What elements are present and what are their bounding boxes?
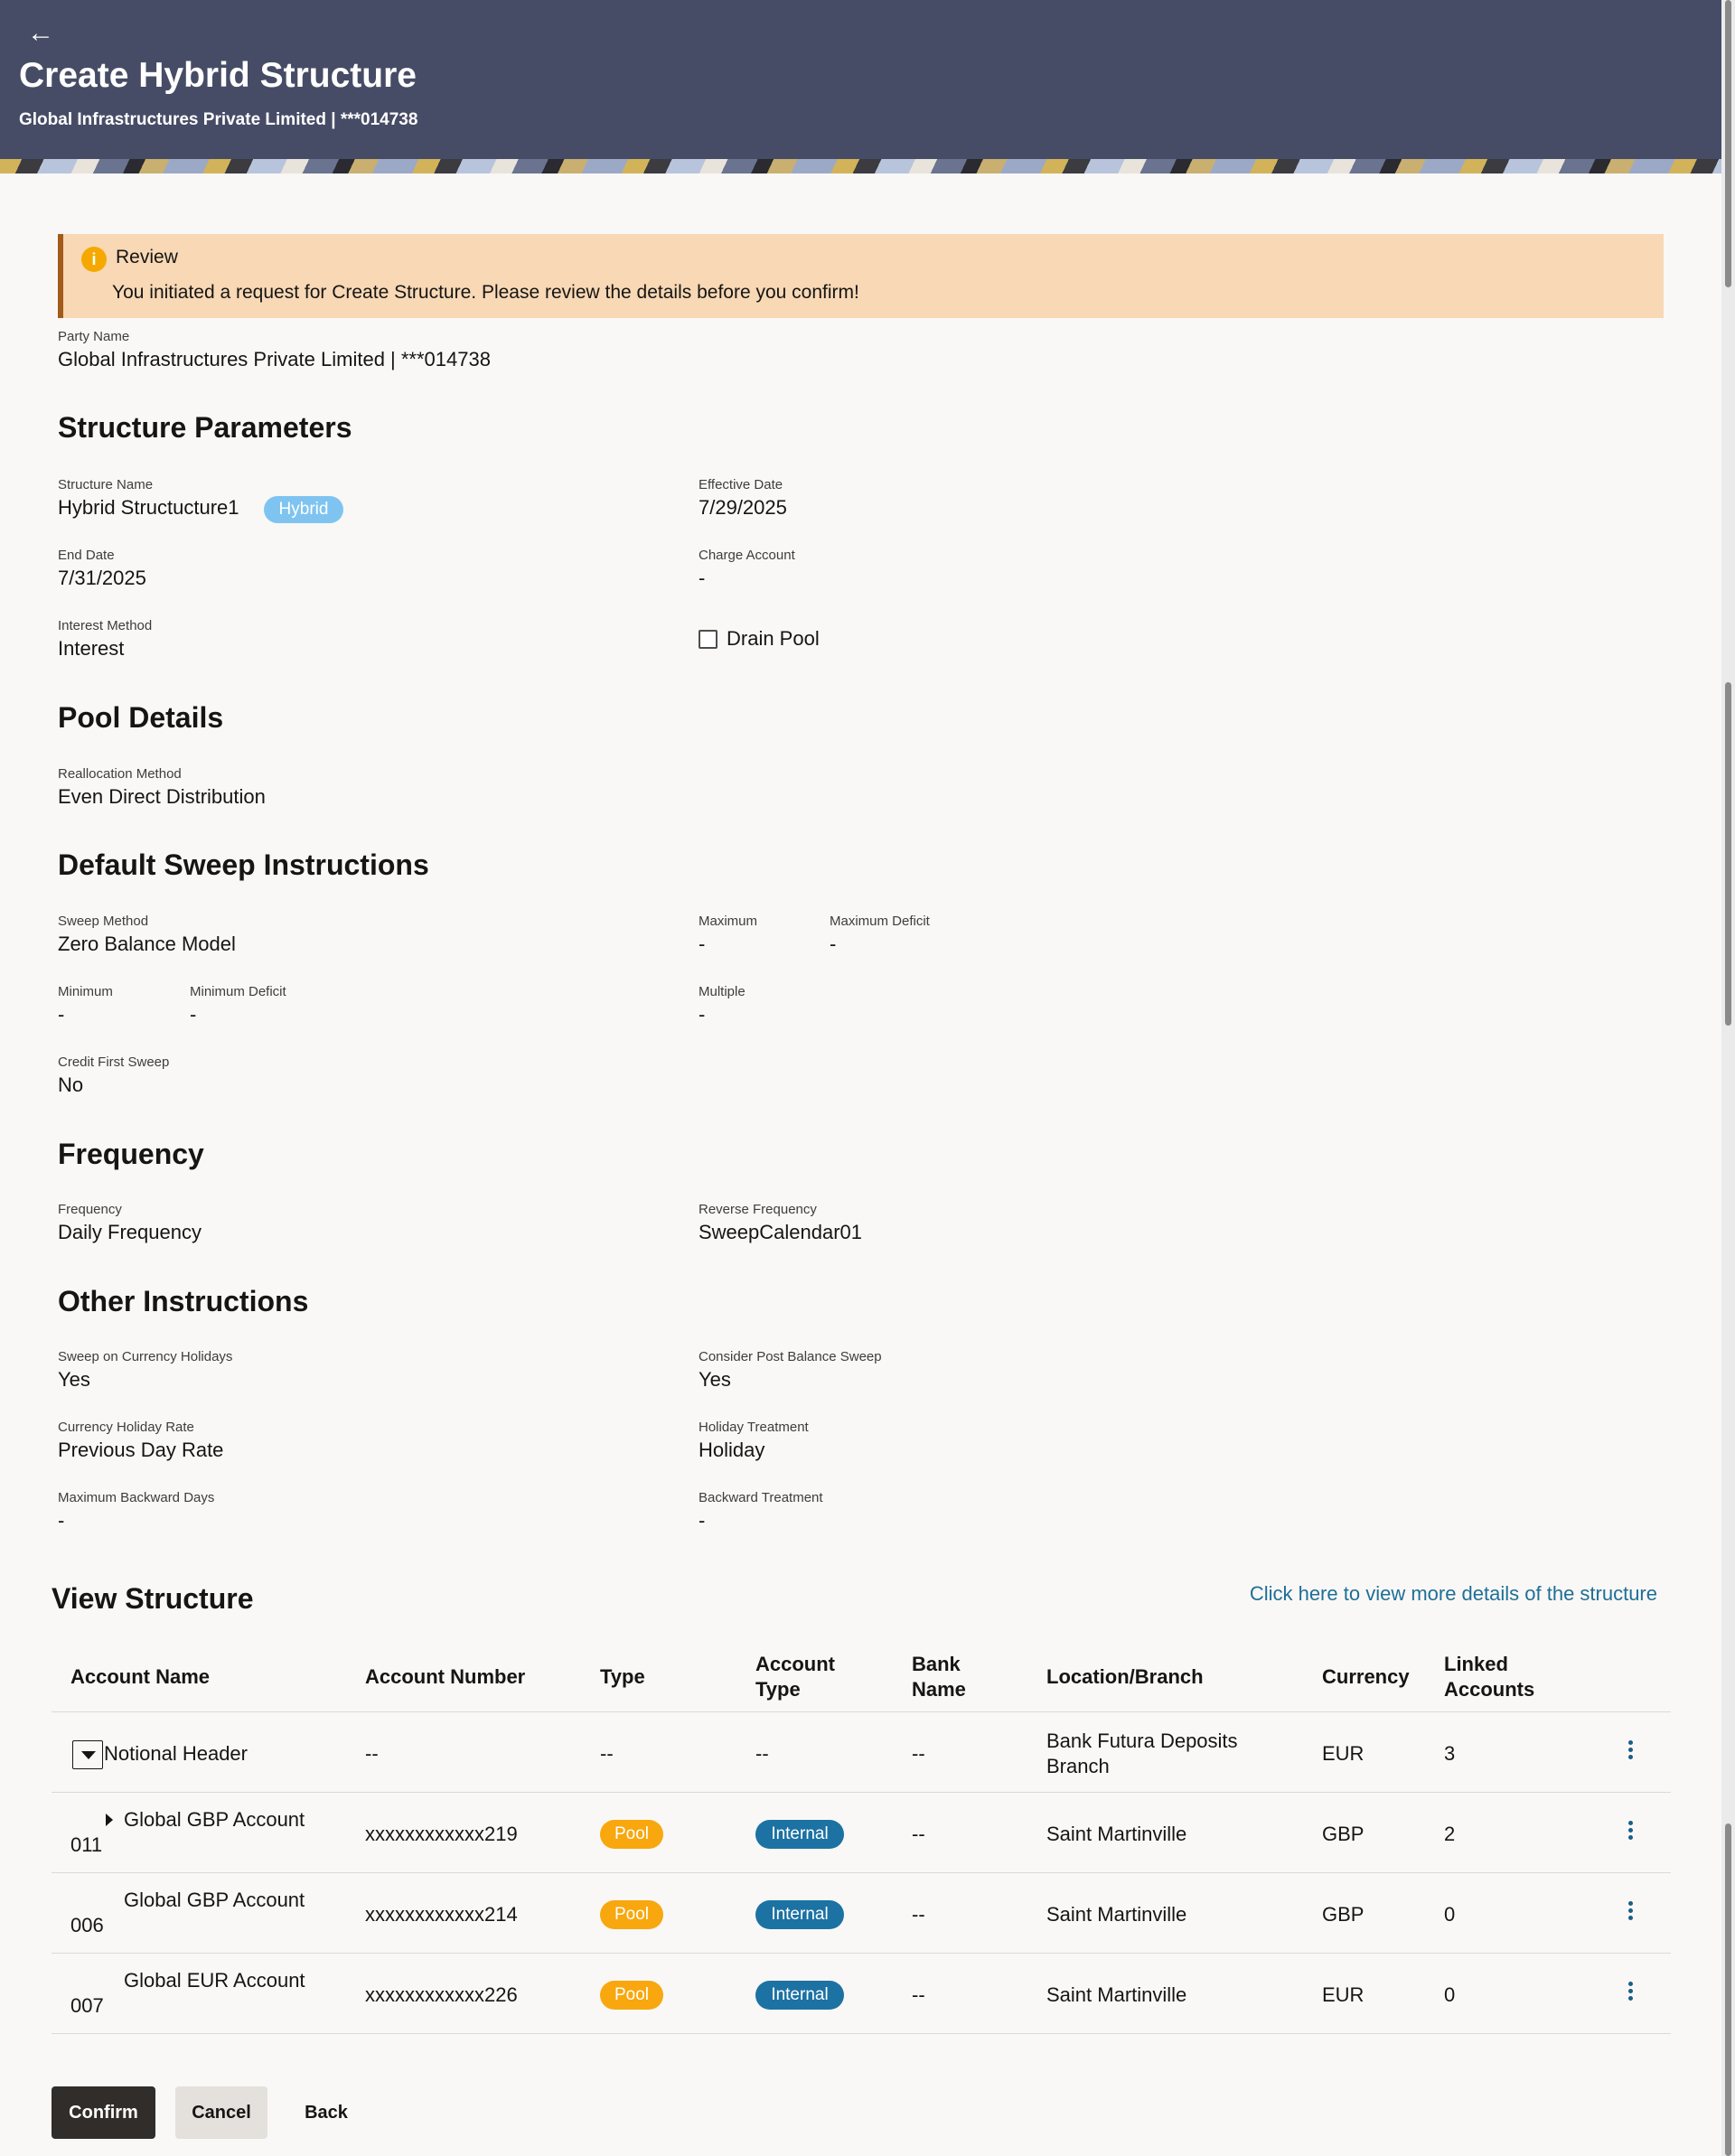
location-cell: Saint Martinville: [1046, 1823, 1187, 1845]
bank-name-cell: --: [912, 1823, 925, 1845]
banner-message: You initiated a request for Create Structure. Please review the details before you confirm!: [112, 282, 859, 303]
table-header: [52, 1640, 1671, 1712]
party-name-label: Party Name: [58, 329, 130, 344]
minimum-label: Minimum: [58, 984, 113, 999]
column-header-linked-line1: Linked: [1444, 1653, 1508, 1675]
column-header-account-type-line1: Account: [755, 1653, 835, 1675]
account-number-cell: xxxxxxxxxxxx219: [365, 1823, 518, 1845]
account-type-internal-badge: Internal: [755, 1900, 844, 1929]
collapse-toggle-button[interactable]: [72, 1740, 103, 1769]
type-pool-badge: Pool: [600, 1900, 663, 1929]
type-pool-badge: Pool: [600, 1981, 663, 2010]
table-row: [52, 1712, 1671, 1793]
sweep-on-holidays-label: Sweep on Currency Holidays: [58, 1349, 233, 1364]
confirm-button[interactable]: Confirm: [52, 2086, 155, 2139]
account-name-cell: Notional Header: [104, 1742, 248, 1765]
column-header-account-name: Account Name: [70, 1665, 211, 1688]
post-balance-label: Consider Post Balance Sweep: [699, 1349, 882, 1364]
account-name-cell: Global EUR Account: [124, 1969, 305, 1992]
scroll-thumb[interactable]: [1725, 0, 1731, 287]
maximum-label: Maximum: [699, 914, 758, 929]
back-arrow-icon[interactable]: ←: [27, 18, 54, 48]
drain-pool-checkbox[interactable]: [699, 630, 717, 649]
column-header-linked-line2: Accounts: [1444, 1678, 1535, 1701]
column-header-account-number: Account Number: [365, 1665, 526, 1688]
structure-type-badge: Hybrid: [264, 496, 343, 523]
reverse-frequency-label: Reverse Frequency: [699, 1202, 817, 1217]
linked-accounts-cell: 0: [1444, 1903, 1456, 1926]
column-header-linked-accounts: [1444, 1652, 1534, 1702]
backward-treatment-label: Backward Treatment: [699, 1490, 823, 1505]
end-date-value: 7/31/2025: [58, 567, 146, 589]
structure-name-value: Hybrid Structucture1: [58, 496, 239, 519]
header-decorative-pattern: [0, 159, 1721, 173]
row-actions-kebab-icon[interactable]: [1625, 1738, 1636, 1767]
bank-name-cell: --: [912, 1903, 925, 1926]
credit-first-sweep-value: No: [58, 1073, 84, 1096]
account-name-cell: Global GBP Account: [124, 1808, 305, 1831]
section-title-view-structure: View Structure: [52, 1582, 254, 1615]
maximum-value: -: [699, 933, 706, 955]
column-header-bank-name-line1: Bank: [912, 1653, 961, 1675]
cancel-button[interactable]: Cancel: [175, 2086, 267, 2139]
type-pool-badge: Pool: [600, 1820, 663, 1849]
currency-cell: GBP: [1322, 1823, 1365, 1845]
bank-name-cell: --: [912, 1983, 925, 2006]
scroll-thumb[interactable]: [1725, 682, 1731, 1026]
max-backward-days-value: -: [58, 1509, 65, 1532]
section-title-other-instructions: Other Instructions: [58, 1285, 309, 1317]
account-type-internal-badge: Internal: [755, 1981, 844, 2010]
row-actions-kebab-icon[interactable]: [1625, 1818, 1636, 1847]
account-number-cell: xxxxxxxxxxxx214: [365, 1903, 518, 1926]
multiple-value: -: [699, 1003, 706, 1026]
column-header-bank-name-line2: Name: [912, 1678, 966, 1701]
interest-method-label: Interest Method: [58, 618, 153, 633]
currency-cell: GBP: [1322, 1903, 1365, 1926]
location-cell: [1046, 1729, 1238, 1779]
maximum-deficit-label: Maximum Deficit: [830, 914, 930, 929]
linked-accounts-cell: 2: [1444, 1823, 1456, 1845]
reallocation-method-label: Reallocation Method: [58, 766, 182, 782]
charge-account-value: -: [699, 567, 706, 589]
location-cell: Saint Martinville: [1046, 1903, 1187, 1926]
type-cell: --: [600, 1742, 614, 1765]
section-title-pool-details: Pool Details: [58, 701, 224, 734]
holiday-treatment-value: Holiday: [699, 1439, 765, 1461]
location-line2: Branch: [1046, 1755, 1110, 1777]
account-name-cell-suffix: 011: [70, 1833, 103, 1856]
holiday-rate-value: Previous Day Rate: [58, 1439, 224, 1461]
sweep-method-label: Sweep Method: [58, 914, 149, 929]
currency-cell: EUR: [1322, 1983, 1365, 2006]
column-header-location: Location/Branch: [1046, 1665, 1204, 1688]
holiday-treatment-label: Holiday Treatment: [699, 1420, 809, 1435]
page-title: Create Hybrid Structure: [19, 56, 417, 95]
linked-accounts-cell: 3: [1444, 1742, 1456, 1765]
sweep-method-value: Zero Balance Model: [58, 933, 236, 955]
account-number-cell: xxxxxxxxxxxx226: [365, 1983, 518, 2006]
bank-name-cell: --: [912, 1742, 925, 1765]
page-subtitle: Global Infrastructures Private Limited | ***014738: [19, 110, 418, 129]
location-cell: Saint Martinville: [1046, 1983, 1187, 2006]
reallocation-method-value: Even Direct Distribution: [58, 785, 266, 808]
page-scrollbar[interactable]: [1721, 0, 1735, 2156]
review-banner: [58, 234, 1664, 318]
party-name-value: Global Infrastructures Private Limited | ***014738: [58, 348, 491, 370]
structure-name-label: Structure Name: [58, 477, 154, 492]
holiday-rate-label: Currency Holiday Rate: [58, 1420, 194, 1435]
minimum-deficit-value: -: [190, 1003, 197, 1026]
backward-treatment-value: -: [699, 1509, 706, 1532]
table-row: [52, 1873, 1671, 1954]
column-header-account-type: [755, 1652, 835, 1702]
table-row: [52, 1793, 1671, 1873]
column-header-currency: Currency: [1322, 1665, 1410, 1688]
sweep-on-holidays-value: Yes: [58, 1368, 90, 1391]
section-title-frequency: Frequency: [58, 1138, 204, 1170]
back-button[interactable]: Back: [305, 2103, 348, 2123]
max-backward-days-label: Maximum Backward Days: [58, 1490, 215, 1505]
section-title-structure-parameters: Structure Parameters: [58, 411, 352, 444]
linked-accounts-cell: 0: [1444, 1983, 1456, 2006]
credit-first-sweep-label: Credit First Sweep: [58, 1055, 170, 1070]
drain-pool-label: Drain Pool: [727, 627, 820, 650]
end-date-label: End Date: [58, 548, 115, 563]
post-balance-value: Yes: [699, 1368, 731, 1391]
table-row: [52, 1954, 1671, 2034]
account-name-cell-suffix: 006: [70, 1914, 104, 1936]
column-header-bank-name: [912, 1652, 966, 1702]
currency-cell: EUR: [1322, 1742, 1365, 1765]
expand-caret-icon[interactable]: [106, 1814, 113, 1826]
multiple-label: Multiple: [699, 984, 746, 999]
row-actions-kebab-icon[interactable]: [1625, 1979, 1636, 2008]
column-header-account-type-line2: Type: [755, 1678, 801, 1701]
account-number-cell: --: [365, 1742, 379, 1765]
frequency-label: Frequency: [58, 1202, 122, 1217]
account-name-cell-suffix: 007: [70, 1994, 104, 2017]
account-type-internal-badge: Internal: [755, 1820, 844, 1849]
effective-date-value: 7/29/2025: [699, 496, 787, 519]
account-type-cell: --: [755, 1742, 769, 1765]
reverse-frequency-value: SweepCalendar01: [699, 1221, 863, 1243]
section-title-sweep-instructions: Default Sweep Instructions: [58, 848, 429, 881]
scroll-thumb[interactable]: [1725, 1823, 1731, 2156]
minimum-deficit-label: Minimum Deficit: [190, 984, 286, 999]
maximum-deficit-value: -: [830, 933, 837, 955]
row-actions-kebab-icon[interactable]: [1625, 1898, 1636, 1927]
banner-title: Review: [116, 247, 178, 267]
info-icon: i: [81, 247, 107, 272]
interest-method-value: Interest: [58, 637, 125, 660]
minimum-value: -: [58, 1003, 65, 1026]
view-structure-details-link[interactable]: Click here to view more details of the structure: [1249, 1582, 1657, 1605]
frequency-value: Daily Frequency: [58, 1221, 202, 1243]
location-line1: Bank Futura Deposits: [1046, 1729, 1238, 1752]
charge-account-label: Charge Account: [699, 548, 795, 563]
account-name-cell: Global GBP Account: [124, 1889, 305, 1911]
column-header-type: Type: [600, 1665, 645, 1688]
structure-table: [52, 1640, 1671, 2034]
effective-date-label: Effective Date: [699, 477, 783, 492]
page-header: [0, 0, 1721, 173]
